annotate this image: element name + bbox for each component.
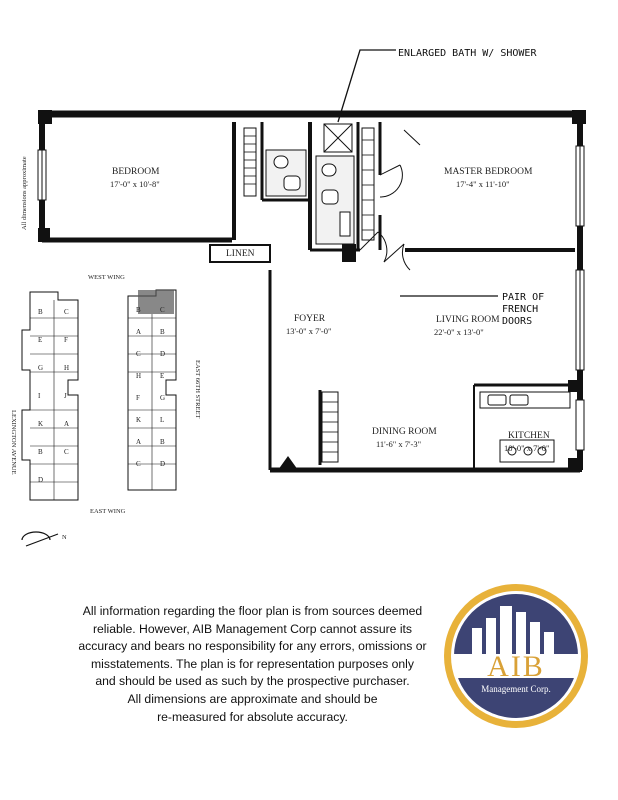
dining-room-label: DINING ROOM [372, 427, 437, 437]
east-wing-label: EAST WING [90, 508, 126, 515]
disclaimer-line: All dimensions are approximate and should be [127, 691, 378, 706]
key-plan-unit-label: G [38, 364, 44, 372]
disclaimer-line: accuracy and bears no responsibility for any errors, omissions or [78, 639, 427, 654]
key-plan-unit-label: C [64, 448, 69, 456]
living-room-label: LIVING ROOM [436, 315, 500, 325]
master-bedroom-dim: 17'-4" x 11'-10" [456, 179, 510, 189]
key-plan-unit-label: H [64, 364, 70, 372]
kitchen-dim: 10'-0" x 7'-0" [504, 443, 550, 453]
key-plan-unit-label: E [38, 336, 43, 344]
key-plan-unit-label: C [136, 460, 141, 468]
key-plan-unit-label: K [136, 416, 142, 424]
key-plan-unit-label: A [136, 438, 142, 446]
key-plan-left-building [22, 292, 78, 500]
west-wing-label: WEST WING [88, 274, 125, 281]
foyer-dim: 13'-0" x 7'-0" [286, 326, 332, 336]
right-street-label: EAST 66TH STREET [194, 360, 201, 419]
key-plan-unit-label: L [160, 416, 165, 424]
disclaimer-line: re-measured for absolute accuracy. [157, 709, 348, 724]
key-plan-unit-label: K [38, 420, 44, 428]
logo-subtitle: Management Corp. [481, 684, 551, 694]
living-room-dim: 22'-0" x 13'-0" [434, 327, 484, 337]
key-plan-unit-label: F [136, 394, 140, 402]
north-label: N [62, 534, 67, 541]
key-plan-highlight [138, 290, 174, 314]
disclaimer-line: and should be used as such by the prospective purchaser. [95, 674, 410, 689]
disclaimer-line: All information regarding the floor plan is from sources deemed [82, 604, 423, 618]
key-plan-unit-label: I [38, 392, 41, 400]
logo-mark: AIB [487, 650, 545, 683]
foyer-label: FOYER [294, 314, 326, 324]
key-plan-unit-label: C [136, 350, 141, 358]
linen-label: LINEN [226, 249, 255, 259]
key-plan-unit-label: E [160, 372, 165, 380]
key-plan-unit-label: D [160, 460, 166, 468]
master-bedroom-label: MASTER BEDROOM [444, 167, 533, 177]
aib-logo [442, 582, 590, 730]
french-doors-line2: FRENCH [502, 304, 539, 315]
key-plan-unit-label: B [160, 438, 165, 446]
key-plan-unit-label: A [64, 420, 70, 428]
bath-annotation: ENLARGED BATH W/ SHOWER [398, 48, 537, 59]
key-plan-unit-label: H [136, 372, 142, 380]
french-doors-line1: PAIR OF [502, 292, 545, 303]
key-plan [10, 274, 201, 546]
french-doors-line3: DOORS [502, 316, 533, 327]
bedroom-label: BEDROOM [112, 167, 160, 177]
bedroom-dim: 17'-0" x 10'-8" [110, 179, 160, 189]
north-arrow-icon [22, 532, 58, 546]
key-plan-unit-label: A [136, 328, 142, 336]
key-plan-unit-label: C [160, 306, 165, 314]
disclaimer-text [70, 603, 435, 726]
side-note: All dimensions approximate [21, 156, 28, 230]
key-plan-unit-label: D [38, 476, 44, 484]
kitchen-label: KITCHEN [508, 431, 550, 441]
key-plan-unit-label: G [160, 394, 166, 402]
key-plan-unit-label: C [64, 308, 69, 316]
key-plan-unit-label: J [64, 392, 67, 400]
key-plan-unit-label: F [64, 336, 68, 344]
dining-room-dim: 11'-6" x 7'-3" [376, 439, 422, 449]
disclaimer-line: reliable. However, AIB Management Corp cannot assure its [92, 621, 413, 636]
disclaimer-line: misstatements. The plan is for representation purposes only [91, 656, 414, 671]
key-plan-unit-label: B [38, 448, 43, 456]
key-plan-unit-label: D [160, 350, 166, 358]
left-street-label: LEXINGTON AVENUE [10, 410, 17, 475]
entry-marker [278, 456, 298, 470]
key-plan-unit-label: B [38, 308, 43, 316]
key-plan-unit-label: B [160, 328, 165, 336]
key-plan-unit-label: B [136, 306, 141, 314]
